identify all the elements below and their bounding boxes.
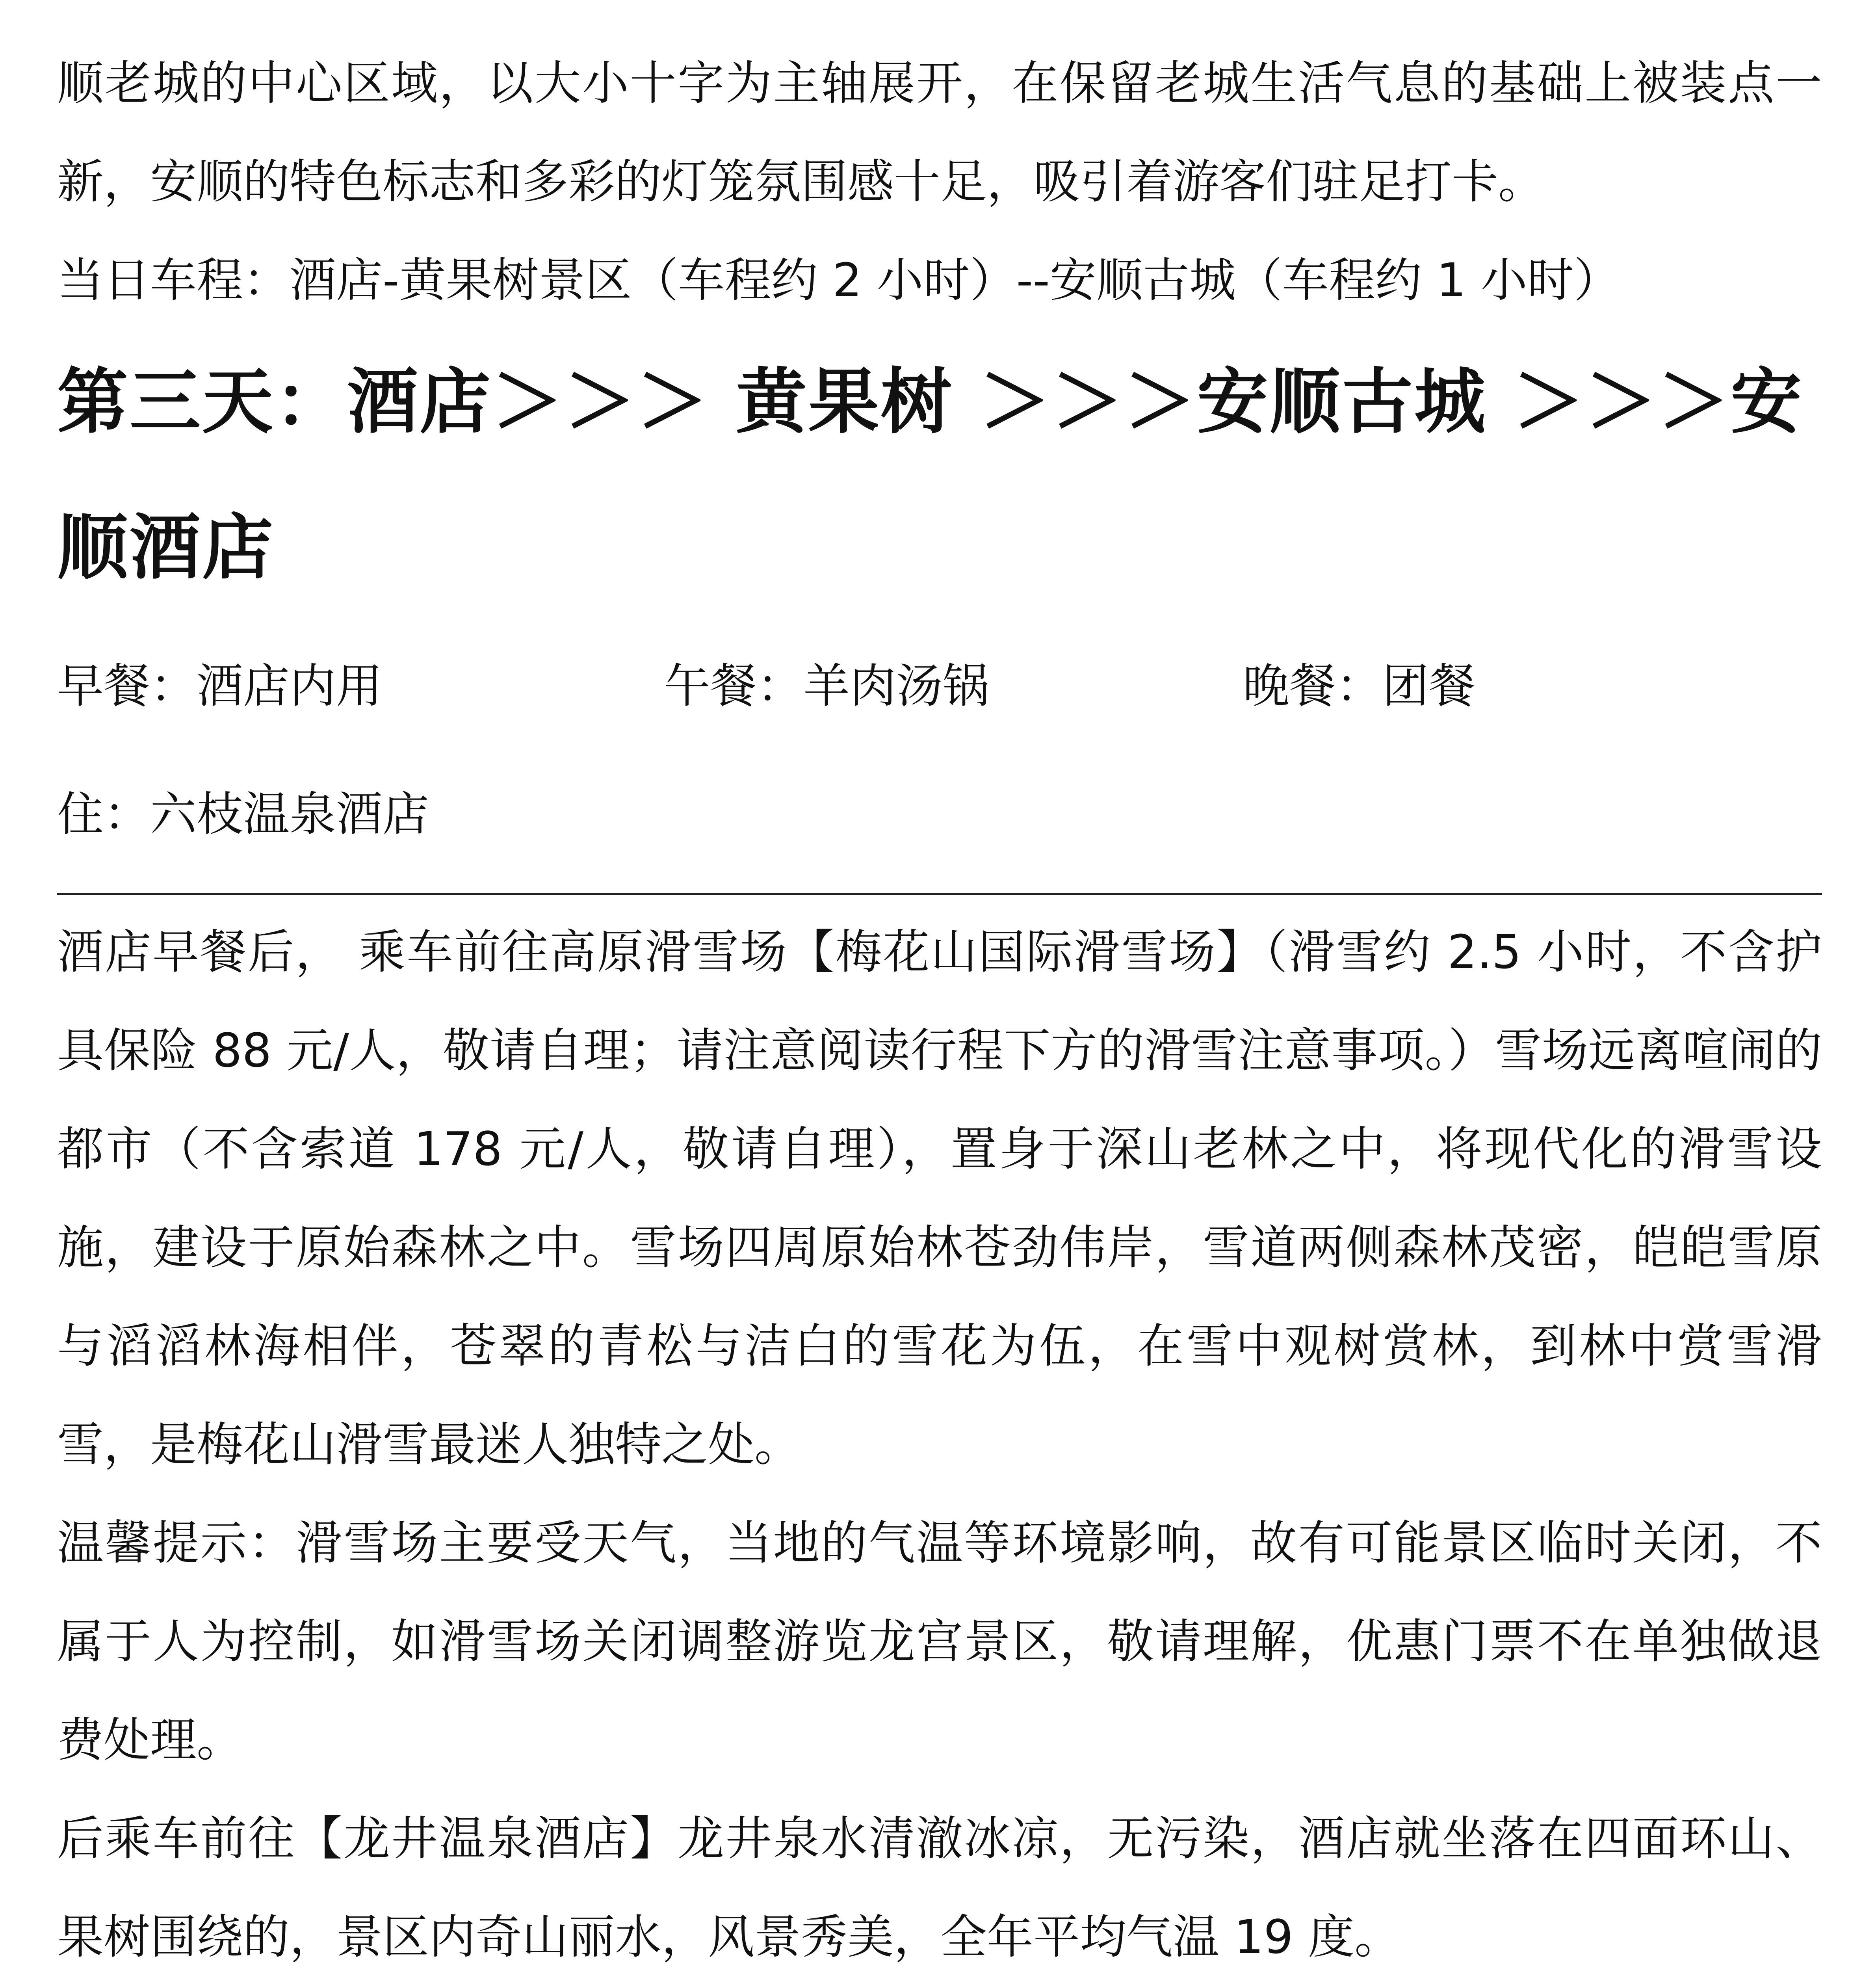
skiing-paragraph: 酒店早餐后， 乘车前往高原滑雪场【梅花山国际滑雪场】（滑雪约 2.5 小时，不含护具保险 88 元/人，敬请自理；请注意阅读行程下方的滑雪注意事项。）雪场远离喧闹的都市（不含索道 178 元/人，敬请自理），置身于深山老林之中，将现代化的滑雪设施，建设于原始森林之中。雪场四周原始林苍劲伟岸，雪道两侧森林茂密，皑皑雪原与滔滔林海相伴，苍翠的青松与洁白的雪花为伍，在雪中观树赏林，到林中赏雪滑雪，是梅花山滑雪最迷人独特之处。 [57, 925, 1822, 1472]
hot-spring-hotel-paragraph: 后乘车前往【龙井温泉酒店】龙井泉水清澈冰凉，无污染，酒店就坐落在四面环山、果树围绕的，景区内奇山丽水，风景秀美，全年平均气温 19 度。 [57, 1811, 1822, 1964]
previous-day-route: 当日车程：酒店-黄果树景区（车程约 2 小时）--安顺古城（车程约 1 小时） [57, 253, 1620, 307]
section-divider [57, 893, 1822, 895]
tip-paragraph: 温馨提示：滑雪场主要受天气，当地的气温等环境影响，故有可能景区临时关闭，不属于人为控制，如滑雪场关闭调整游览龙宫景区，敬请理解，优惠门票不在单独做退费处理。 [57, 1516, 1822, 1767]
dinner-info: 晚餐：团餐 [1243, 659, 1476, 713]
day-three-heading: 第三天：酒店＞＞＞ 黄果树 ＞＞＞安顺古城 ＞＞＞安顺酒店 [57, 361, 1803, 589]
intro-paragraph: 顺老城的中心区域，以大小十字为主轴展开，在保留老城生活气息的基础上被装点一新，安顺的特色标志和多彩的灯笼氛围感十足，吸引着游客们驻足打卡。 [57, 56, 1822, 209]
itinerary-content [57, 34, 1822, 1970]
breakfast-info: 早餐：酒店内用 [57, 659, 383, 713]
meals-row [57, 621, 1822, 751]
lunch-info: 午餐：羊肉汤锅 [664, 659, 990, 713]
accommodation-info: 住：六枝温泉酒店 [57, 787, 429, 841]
